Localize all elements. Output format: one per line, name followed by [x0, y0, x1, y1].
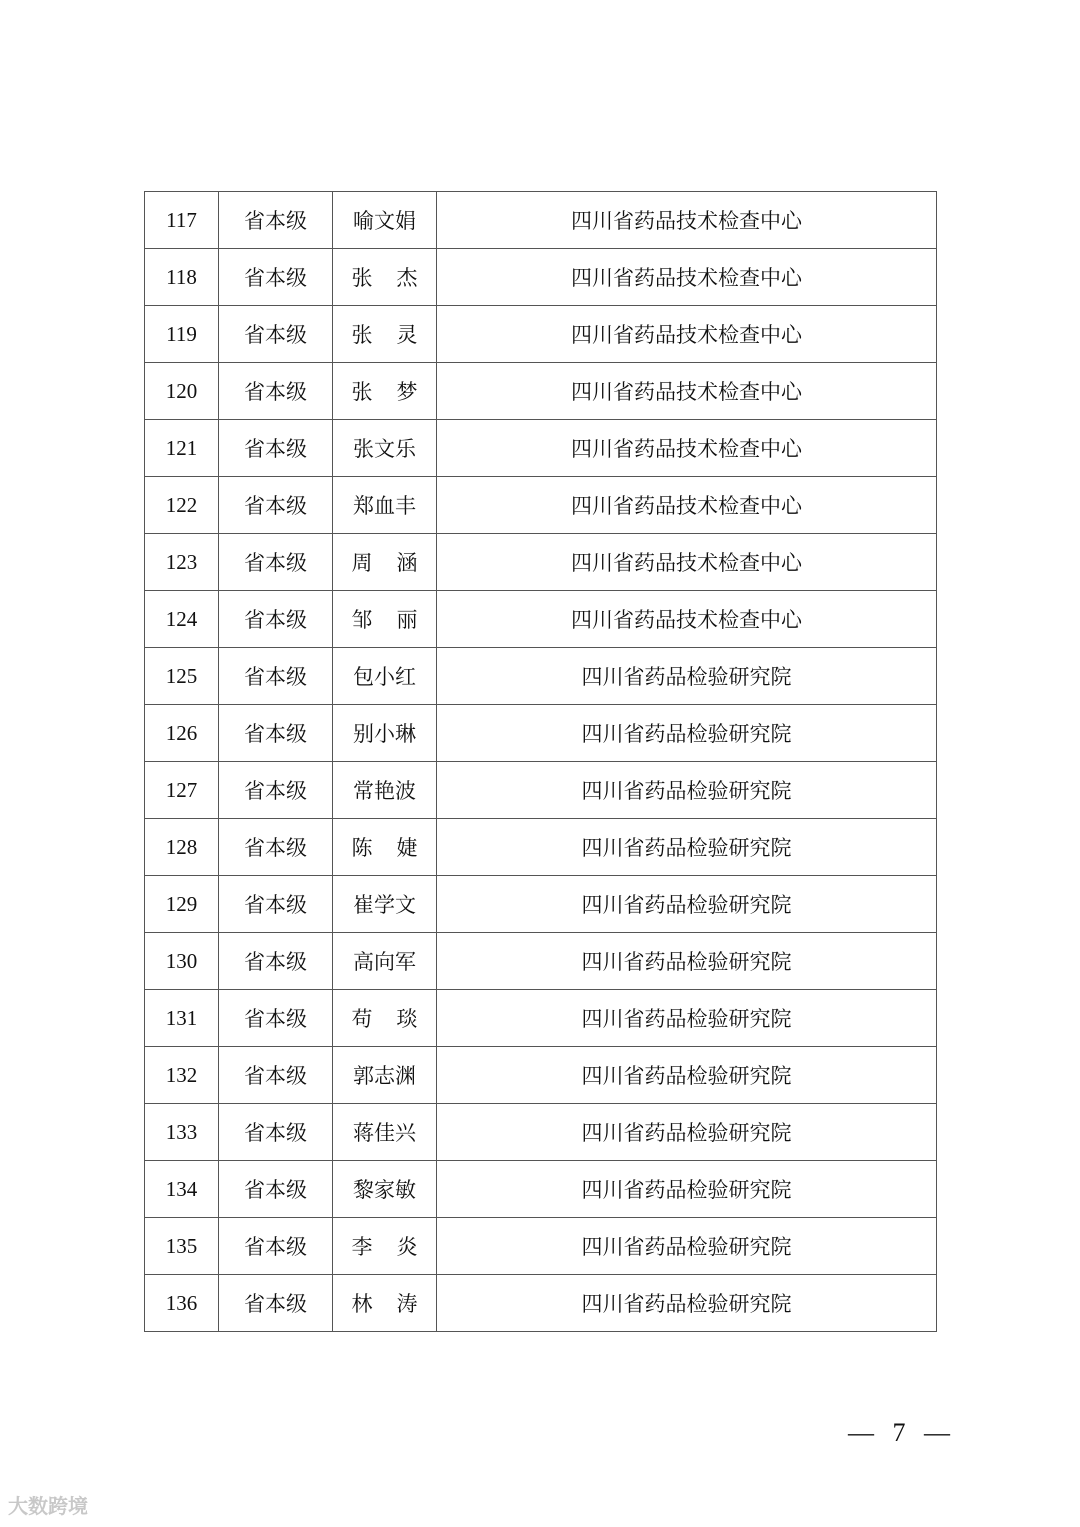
name-cell: 喻文娟	[333, 192, 437, 249]
level-cell: 省本级	[219, 1218, 333, 1275]
name-cell: 崔学文	[333, 876, 437, 933]
name-cell	[333, 1275, 437, 1332]
unit-cell: 四川省药品技术检查中心	[437, 534, 937, 591]
table-row	[145, 876, 937, 933]
row-number-cell: 130	[145, 933, 219, 990]
row-number-cell: 122	[145, 477, 219, 534]
row-number-cell: 125	[145, 648, 219, 705]
name-cell	[333, 990, 437, 1047]
level-cell: 省本级	[219, 477, 333, 534]
page-number: — 7 —	[848, 1418, 956, 1447]
name-text: 李 炎	[351, 1235, 418, 1259]
unit-cell: 四川省药品检验研究院	[437, 1218, 937, 1275]
unit-cell: 四川省药品检验研究院	[437, 648, 937, 705]
row-number-cell: 121	[145, 420, 219, 477]
name-text: 张 杰	[351, 266, 418, 290]
table-row	[145, 648, 937, 705]
unit-cell: 四川省药品技术检查中心	[437, 420, 937, 477]
table-row	[145, 1047, 937, 1104]
row-number-cell: 135	[145, 1218, 219, 1275]
personnel-table	[144, 191, 937, 1332]
table-row	[145, 990, 937, 1047]
level-cell: 省本级	[219, 420, 333, 477]
row-number-cell: 128	[145, 819, 219, 876]
name-text: 张 灵	[351, 323, 418, 347]
unit-cell: 四川省药品检验研究院	[437, 762, 937, 819]
name-text: 周 涵	[351, 551, 418, 575]
name-cell: 高向军	[333, 933, 437, 990]
table-row	[145, 363, 937, 420]
unit-cell: 四川省药品检验研究院	[437, 1047, 937, 1104]
name-cell: 郑血丰	[333, 477, 437, 534]
table-row	[145, 819, 937, 876]
level-cell: 省本级	[219, 1275, 333, 1332]
level-cell: 省本级	[219, 363, 333, 420]
row-number-cell: 131	[145, 990, 219, 1047]
name-text: 邹 丽	[351, 608, 418, 632]
name-cell: 郭志渊	[333, 1047, 437, 1104]
name-cell	[333, 306, 437, 363]
table-row	[145, 762, 937, 819]
table-row	[145, 1161, 937, 1218]
row-number-cell: 126	[145, 705, 219, 762]
row-number-cell: 117	[145, 192, 219, 249]
table-row	[145, 420, 937, 477]
name-cell	[333, 819, 437, 876]
row-number-cell: 124	[145, 591, 219, 648]
level-cell: 省本级	[219, 249, 333, 306]
row-number-cell: 118	[145, 249, 219, 306]
unit-cell: 四川省药品技术检查中心	[437, 306, 937, 363]
level-cell: 省本级	[219, 591, 333, 648]
table-row	[145, 192, 937, 249]
table-row	[145, 306, 937, 363]
name-cell: 张文乐	[333, 420, 437, 477]
unit-cell: 四川省药品检验研究院	[437, 933, 937, 990]
name-cell: 包小红	[333, 648, 437, 705]
name-text: 林 涛	[351, 1292, 418, 1316]
level-cell: 省本级	[219, 648, 333, 705]
name-cell: 常艳波	[333, 762, 437, 819]
unit-cell: 四川省药品技术检查中心	[437, 363, 937, 420]
table-row	[145, 1275, 937, 1332]
level-cell: 省本级	[219, 534, 333, 591]
row-number-cell: 119	[145, 306, 219, 363]
level-cell: 省本级	[219, 1104, 333, 1161]
table-row	[145, 249, 937, 306]
row-number-cell: 123	[145, 534, 219, 591]
row-number-cell: 136	[145, 1275, 219, 1332]
row-number-cell: 129	[145, 876, 219, 933]
level-cell: 省本级	[219, 876, 333, 933]
row-number-cell: 134	[145, 1161, 219, 1218]
name-text: 张 梦	[351, 380, 418, 404]
table-row	[145, 1218, 937, 1275]
name-text: 陈 婕	[351, 836, 418, 860]
name-cell	[333, 1218, 437, 1275]
table-row	[145, 705, 937, 762]
name-text: 苟 琰	[351, 1007, 418, 1031]
row-number-cell: 127	[145, 762, 219, 819]
level-cell: 省本级	[219, 1161, 333, 1218]
level-cell: 省本级	[219, 762, 333, 819]
level-cell: 省本级	[219, 705, 333, 762]
watermark-logo: 大数跨境	[8, 1494, 88, 1518]
name-cell	[333, 249, 437, 306]
unit-cell: 四川省药品检验研究院	[437, 1104, 937, 1161]
unit-cell: 四川省药品检验研究院	[437, 876, 937, 933]
unit-cell: 四川省药品检验研究院	[437, 819, 937, 876]
unit-cell: 四川省药品检验研究院	[437, 1275, 937, 1332]
name-cell: 黎家敏	[333, 1161, 437, 1218]
name-cell	[333, 363, 437, 420]
table-row	[145, 534, 937, 591]
level-cell: 省本级	[219, 306, 333, 363]
unit-cell: 四川省药品检验研究院	[437, 1161, 937, 1218]
table-row	[145, 1104, 937, 1161]
table-row	[145, 591, 937, 648]
level-cell: 省本级	[219, 192, 333, 249]
row-number-cell: 120	[145, 363, 219, 420]
row-number-cell: 132	[145, 1047, 219, 1104]
level-cell: 省本级	[219, 990, 333, 1047]
name-cell	[333, 591, 437, 648]
unit-cell: 四川省药品检验研究院	[437, 990, 937, 1047]
level-cell: 省本级	[219, 819, 333, 876]
level-cell: 省本级	[219, 1047, 333, 1104]
table-row	[145, 477, 937, 534]
unit-cell: 四川省药品检验研究院	[437, 705, 937, 762]
name-cell: 别小琳	[333, 705, 437, 762]
unit-cell: 四川省药品技术检查中心	[437, 591, 937, 648]
unit-cell: 四川省药品技术检查中心	[437, 477, 937, 534]
name-cell	[333, 534, 437, 591]
unit-cell: 四川省药品技术检查中心	[437, 249, 937, 306]
name-cell: 蒋佳兴	[333, 1104, 437, 1161]
table-row	[145, 933, 937, 990]
unit-cell: 四川省药品技术检查中心	[437, 192, 937, 249]
row-number-cell: 133	[145, 1104, 219, 1161]
level-cell: 省本级	[219, 933, 333, 990]
